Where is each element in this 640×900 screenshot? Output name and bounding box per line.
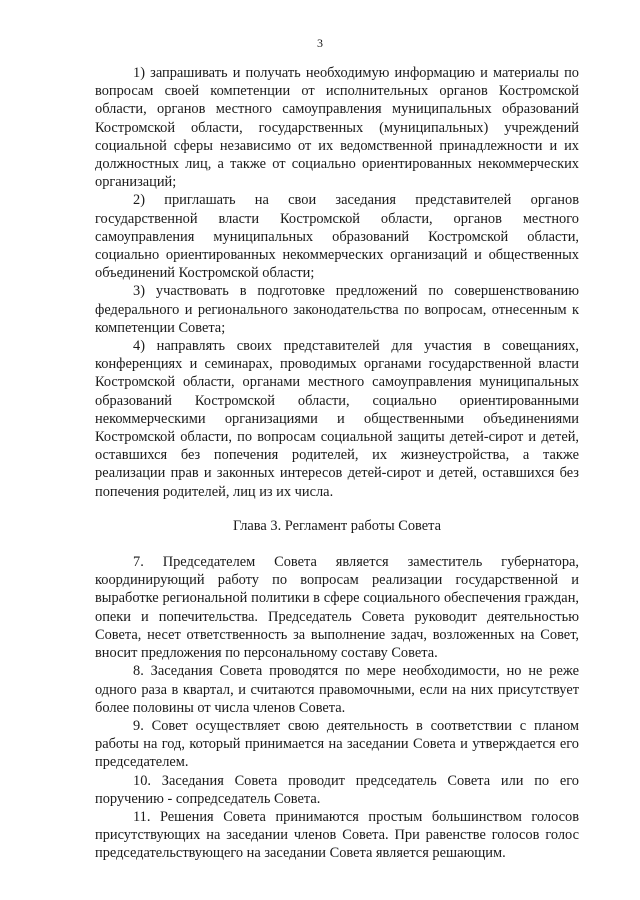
chapter-item-10: 10. Заседания Совета проводит председатель Совета или по его поручению - сопредседатель Совета. [95, 772, 579, 807]
chapter-item-7: 7. Председателем Совета является заместитель губернатора, координирующий работу по вопросам реализации государственной и выработке региональной политики в сфере социального обеспечения граждан, опеки и попечительства. Председатель Совета руководит деятельностью Совета, несет ответственность за выполнение задач, возложенных на Совет, вносит предложения по персональному составу Совета. [95, 554, 579, 662]
rights-item-1: 1) запрашивать и получать необходимую информацию и материалы по вопросам своей компетенции от исполнительных органов Костромской области, органов местного самоуправления муниципальных образований Костромской области, государственных (муниципальных) учреждений социальной сферы независимо от их ведомственной принадлежности и их должностных лиц, а также от социально ориентированных некоммерческих организаций; [95, 65, 579, 191]
rights-item-4: 4) направлять своих представителей для участия в совещаниях, конференциях и семинарах, проводимых органами государственной власти Костромской области, органами местного самоуправления муниципальных образований Костромской области, социально ориентированными некоммерческими организациями и общественными объединениями Костромской области, по вопросам социальной защиты детей-сирот и детей, оставшихся без попечения родителей, их жизнеустройства, а также реализации прав и законных интересов детей-сирот и детей, оставшихся без попечения родителей, лиц из их числа. [95, 338, 579, 500]
chapter-item-9: 9. Совет осуществляет свою деятельность в соответствии с планом работы на год, который принимается на заседании Совета и утверждается его председателем. [95, 717, 579, 771]
chapter-heading: Глава 3. Регламент работы Совета [232, 517, 442, 534]
chapter-item-11: 11. Решения Совета принимаются простым большинством голосов присутствующих на заседании членов Совета. При равенстве голосов голос председательствующего на заседании Совета является решающим. [95, 808, 579, 862]
page-number: 3 [317, 36, 323, 50]
rights-item-2: 2) приглашать на свои заседания представителей органов государственной власти Костромской области, органов местного самоуправления муниципальных образований Костромской области, социально ориентированных некоммерческих организаций и общественных объединений Костромской области; [95, 192, 579, 282]
rights-item-3: 3) участвовать в подготовке предложений по совершенствованию федерального и регионального законодательства по вопросам, отнесенным к компетенции Совета; [95, 283, 579, 336]
document-body [95, 64, 579, 863]
chapter-item-8: 8. Заседания Совета проводятся по мере необходимости, но не реже одного раза в квартал, и считаются правомочными, если на них присутствует более половины от числа членов Совета. [95, 663, 579, 716]
